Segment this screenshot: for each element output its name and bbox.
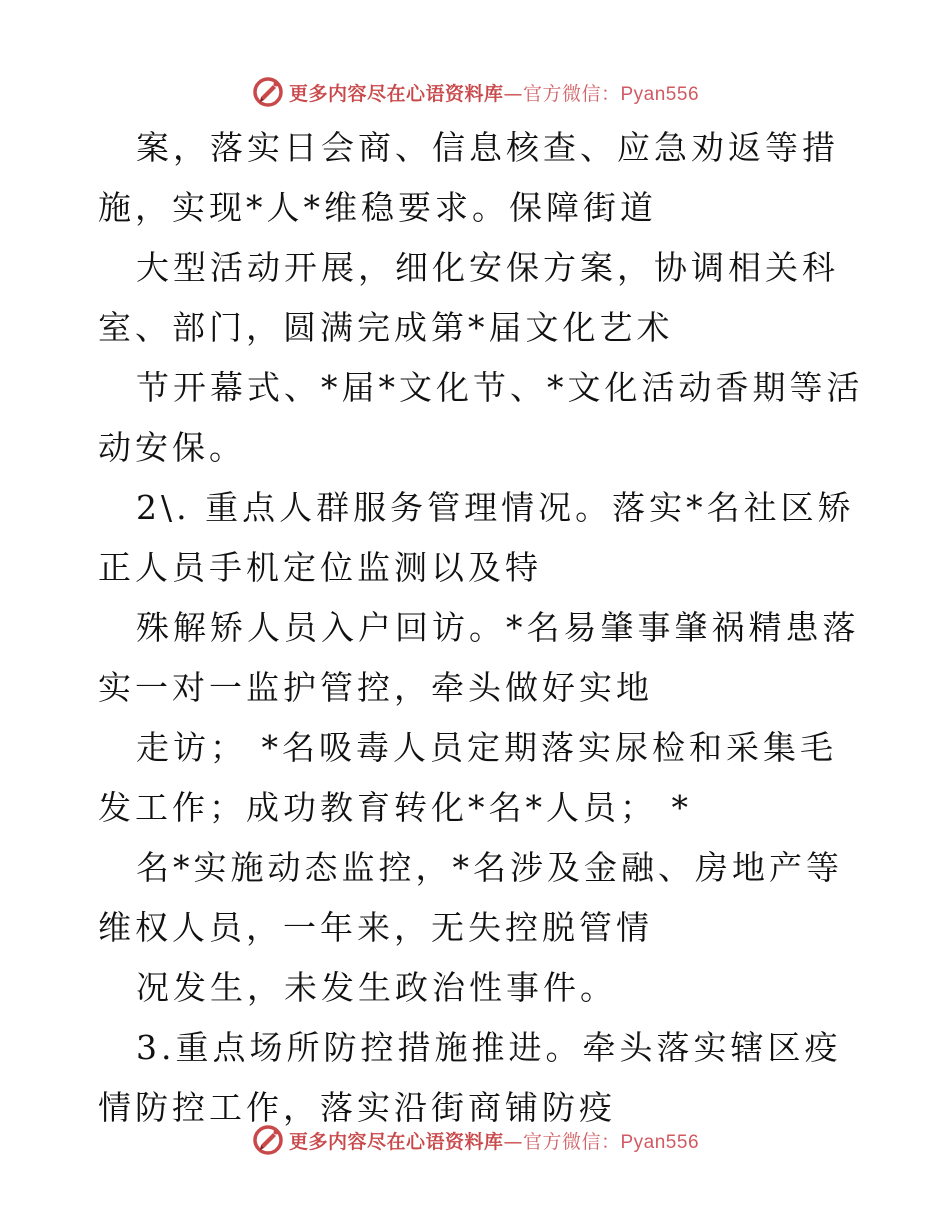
- paragraph-2: 大型活动开展，细化安保方案，协调相关科室、部门，圆满完成第*届文化艺术: [98, 248, 839, 347]
- footer-separator: —: [503, 1130, 523, 1153]
- footer-promo-text: 更多内容尽在心语资料库: [288, 1130, 504, 1153]
- paragraph-4: 2\. 重点人群服务管理情况。落实*名社区矫正人员手机定位监测以及特: [98, 488, 855, 587]
- header-text: [289, 79, 699, 106]
- footer-banner: [0, 1120, 950, 1160]
- footer-wechat-id: Pyan556: [620, 1131, 700, 1153]
- header-promo-text: 更多内容尽在心语资料库: [288, 82, 504, 105]
- footer-wechat-label: 官方微信：: [522, 1130, 621, 1153]
- paragraph-3: 节开幕式、*届*文化节、*文化活动香期等活动安保。: [98, 368, 864, 467]
- footer-text: [289, 1127, 699, 1154]
- header-wechat-id: Pyan556: [620, 83, 700, 105]
- brand-logo-icon: [251, 1123, 285, 1157]
- paragraph-8: 况发生，未发生政治性事件。: [136, 968, 617, 1007]
- paragraph-5: 殊解矫人员入户回访。*名易肇事肇祸精患落实一对一监护管控，牵头做好实地: [98, 608, 860, 707]
- paragraph-6: 走访； *名吸毒人员定期落实尿检和采集毛发工作；成功教育转化*名*人员； *: [98, 728, 837, 827]
- brand-logo-icon: [251, 75, 285, 109]
- paragraph-9: 3.重点场所防控措施推进。牵头落实辖区疫情防控工作，落实沿街商铺防疫: [98, 1028, 842, 1127]
- header-banner: [0, 72, 950, 112]
- header-wechat-label: 官方微信：: [522, 82, 621, 105]
- document-body: [98, 118, 868, 1138]
- paragraph-7: 名*实施动态监控，*名涉及金融、房地产等维权人员，一年来，无失控脱管情: [98, 848, 843, 947]
- paragraph-1: 案，落实日会商、信息核查、应急劝返等措施，实现*人*维稳要求。保障街道: [98, 128, 839, 227]
- header-separator: —: [503, 82, 523, 105]
